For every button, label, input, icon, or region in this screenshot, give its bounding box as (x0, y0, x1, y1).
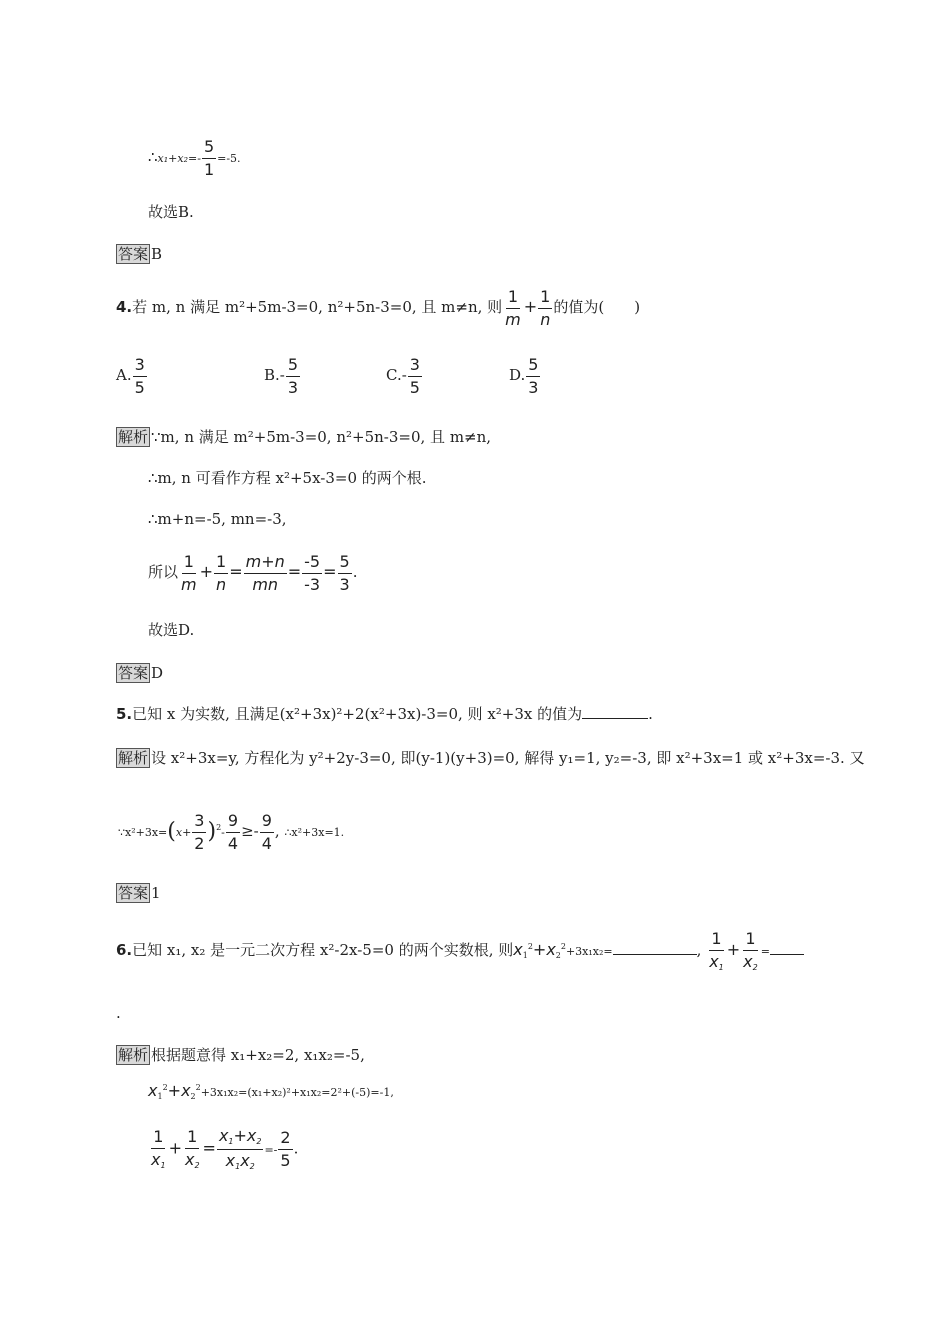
q4-analysis-3: ∴m+n=-5, mn=-3, (148, 510, 287, 528)
answer-blank (582, 706, 648, 719)
question-number: 6. (116, 941, 133, 960)
q4-option-d: D. $\frac{5}{3}$ (509, 355, 539, 397)
q6-dot: . (116, 1004, 121, 1022)
answer-blank-1 (613, 942, 697, 955)
option-fraction: $\frac{3}{5}$ (409, 355, 420, 397)
option-fraction: $\frac{3}{5}$ (134, 355, 145, 397)
q4-stem: 4.若 m, n 满足 m²+5m-3=0, n²+5n-3=0, 且 m≠n, 则 $\frac{1}{m}$ + $\frac{1}{n}$ 的值为( ) (116, 287, 641, 329)
q4-option-c: C.- $\frac{3}{5}$ (386, 355, 420, 397)
option-fraction: $\frac{5}{3}$ (528, 355, 539, 397)
q4-analysis-4: 所以 $\frac{1}{m}$ + $\frac{1}{n}$ = $\frac{m+n}{mn}$ = $\frac{-5}{-3}$ = $\frac{5}{3}$ . (148, 552, 358, 594)
option-fraction: $\frac{5}{3}$ (287, 355, 299, 397)
answer-value: D (151, 664, 164, 682)
fraction-5-over-1: $\frac{5}{1}$ (203, 137, 215, 179)
q5-stem: 5.已知 x 为实数, 且满足(x²+3x)²+2(x²+3x)-3=0, 则 x²+3x 的值为 . (116, 705, 653, 723)
analysis-tag: 解析 (118, 428, 149, 446)
analysis-tag: 解析 (118, 1046, 149, 1064)
question-number: 5. (116, 705, 133, 723)
q4-answer (116, 663, 163, 683)
question-number: 4. (116, 298, 133, 317)
q5-analysis-1: 解析 设 x²+3x=y, 方程化为 y²+2y-3=0, 即(y-1)(y+3)=0, 解得 y₁=1, y₂=-3, 即 x²+3x=1 或 x²+3x=-3. 又 (118, 749, 865, 767)
q6-stem: 6.已知 x₁, x₂ 是一元二次方程 x²-2x-5=0 的两个实数根, 则$x_1^2+x_2^2+3x_1x_2=$ , $\frac{1}{x_1}$ + $\frac{1}{x_2}$ = (116, 930, 804, 972)
top-line-2: 故选B. (148, 203, 194, 221)
analysis-tag: 解析 (118, 749, 149, 767)
top-answer (116, 244, 162, 264)
q4-analysis-1: 解析 ∵m, n 满足 m²+5m-3=0, n²+5n-3=0, 且 m≠n, (118, 428, 492, 446)
fraction-1-over-n: $\frac{1}{n}$ (540, 287, 551, 329)
answer-blank-2 (770, 942, 804, 955)
q6-analysis-1: 解析 根据题意得 x₁+x₂=2, x₁x₂=-5, (118, 1046, 365, 1064)
q6-analysis-2: $x_1^2+x_2^2+3x_1x_2=(x_1+x_2)^2+x_1x_2=2^2+(-5)=-1$, (148, 1081, 394, 1101)
q4-option-a: A. $\frac{3}{5}$ (116, 355, 145, 397)
q4-analysis-5: 故选D. (148, 621, 195, 639)
answer-value: B (151, 245, 163, 263)
q5-answer (116, 883, 161, 903)
answer-tag: 答案 (118, 245, 149, 263)
top-line-1: ∴x₁+x₂=- $\frac{5}{1}$ =-5. (148, 137, 241, 179)
q6-analysis-3: $\frac{1}{x_1}$ + $\frac{1}{x_2}$ = $\frac{x_1+x_2}{x_1x_2}$ =- $\frac{2}{5}$ . (151, 1126, 299, 1171)
q4-option-b: B.- $\frac{5}{3}$ (264, 355, 299, 397)
answer-tag: 答案 (118, 664, 149, 682)
answer-value: 1 (151, 884, 161, 902)
sum-expression: x₁+x₂=- (157, 152, 201, 166)
q5-analysis-2: ∵x²+3x=(x+ $\frac{3}{2}$ )$^2$- $\frac{9}{4}$ ≥- $\frac{9}{4}$ , ∴x²+3x=1. (118, 811, 345, 853)
fraction-1-over-m: $\frac{1}{m}$ (505, 287, 521, 329)
answer-tag: 答案 (118, 884, 149, 902)
q4-analysis-2: ∴m, n 可看作方程 x²+5x-3=0 的两个根. (148, 469, 427, 487)
